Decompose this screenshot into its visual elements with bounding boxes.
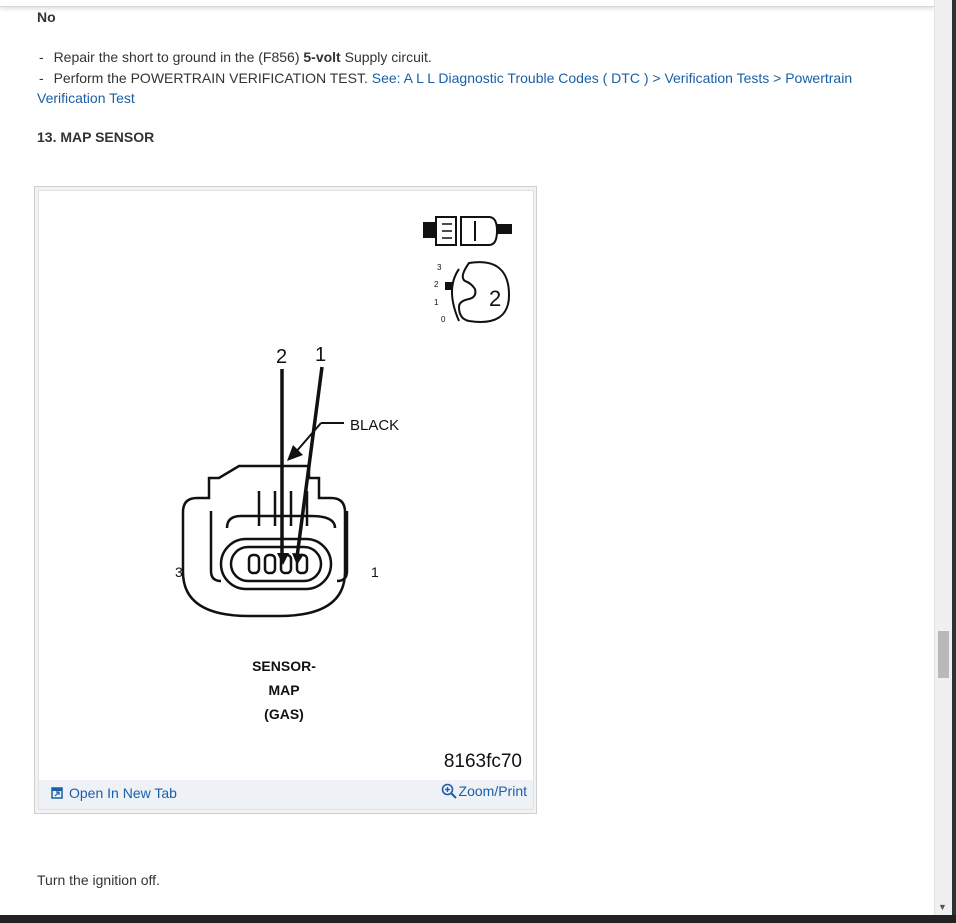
step-bold-text: 5-volt — [303, 49, 341, 65]
figure-code: 8163fc70 — [443, 751, 522, 772]
scrollbar-thumb[interactable] — [938, 631, 949, 678]
open-in-new-tab-label: Open In New Tab — [69, 785, 177, 801]
map-sensor-connector-diagram — [39, 191, 533, 779]
header-shadow — [0, 0, 934, 7]
step-text: Repair the short to ground in the (F856) — [53, 49, 304, 65]
view-number: 2 — [489, 286, 502, 311]
view-pin-1: 1 — [434, 298, 439, 307]
zoom-print-label: Zoom/Print — [458, 783, 527, 799]
wire-color-callout: BLACK — [350, 417, 400, 434]
connector-body — [183, 466, 347, 616]
open-in-new-tab-button[interactable] — [51, 785, 177, 801]
sensor-label-line1: SENSOR- — [252, 658, 316, 674]
step-repair-short — [37, 47, 917, 67]
scroll-down-arrow-icon[interactable]: ▼ — [938, 902, 947, 912]
figure-toolbar — [39, 780, 533, 809]
probe-line-pin-1 — [297, 367, 322, 557]
connector-figure — [34, 186, 537, 814]
pin-label-2: 2 — [276, 346, 288, 368]
step-dash: - — [39, 49, 44, 65]
step-text-end: Supply circuit. — [340, 49, 432, 65]
step-text: Perform the POWERTRAIN VERIFICATION TEST. — [53, 70, 372, 86]
sensor-label-line3: (GAS) — [264, 706, 304, 722]
view-pin-3: 3 — [437, 263, 442, 272]
sensor-label-line2: MAP — [268, 682, 300, 698]
figure-image-frame[interactable] — [38, 190, 534, 810]
window-bottom-edge — [0, 915, 956, 923]
vertical-scrollbar[interactable] — [934, 0, 952, 915]
zoom-in-icon — [441, 783, 457, 799]
pin-label-1: 1 — [315, 344, 327, 366]
view-pin-0: 0 — [441, 315, 446, 324]
answer-label: No — [37, 9, 56, 25]
side-label-1: 1 — [371, 564, 379, 580]
step-dash: - — [39, 70, 44, 86]
connector-side-view-icon — [424, 217, 511, 245]
open-new-tab-icon — [51, 787, 63, 799]
section-heading: 13. MAP SENSOR — [37, 129, 155, 145]
verification-test-link[interactable]: See: A L L Diagnostic Trouble Codes ( DTC ) > Verification Tests > Powertrain Verification Test — [37, 70, 853, 106]
zoom-print-button[interactable] — [441, 783, 527, 799]
view-pin-2: 2 — [434, 280, 439, 289]
step-verification — [37, 68, 917, 108]
instruction-text: Turn the ignition off. — [37, 872, 160, 888]
side-label-3: 3 — [175, 564, 183, 580]
